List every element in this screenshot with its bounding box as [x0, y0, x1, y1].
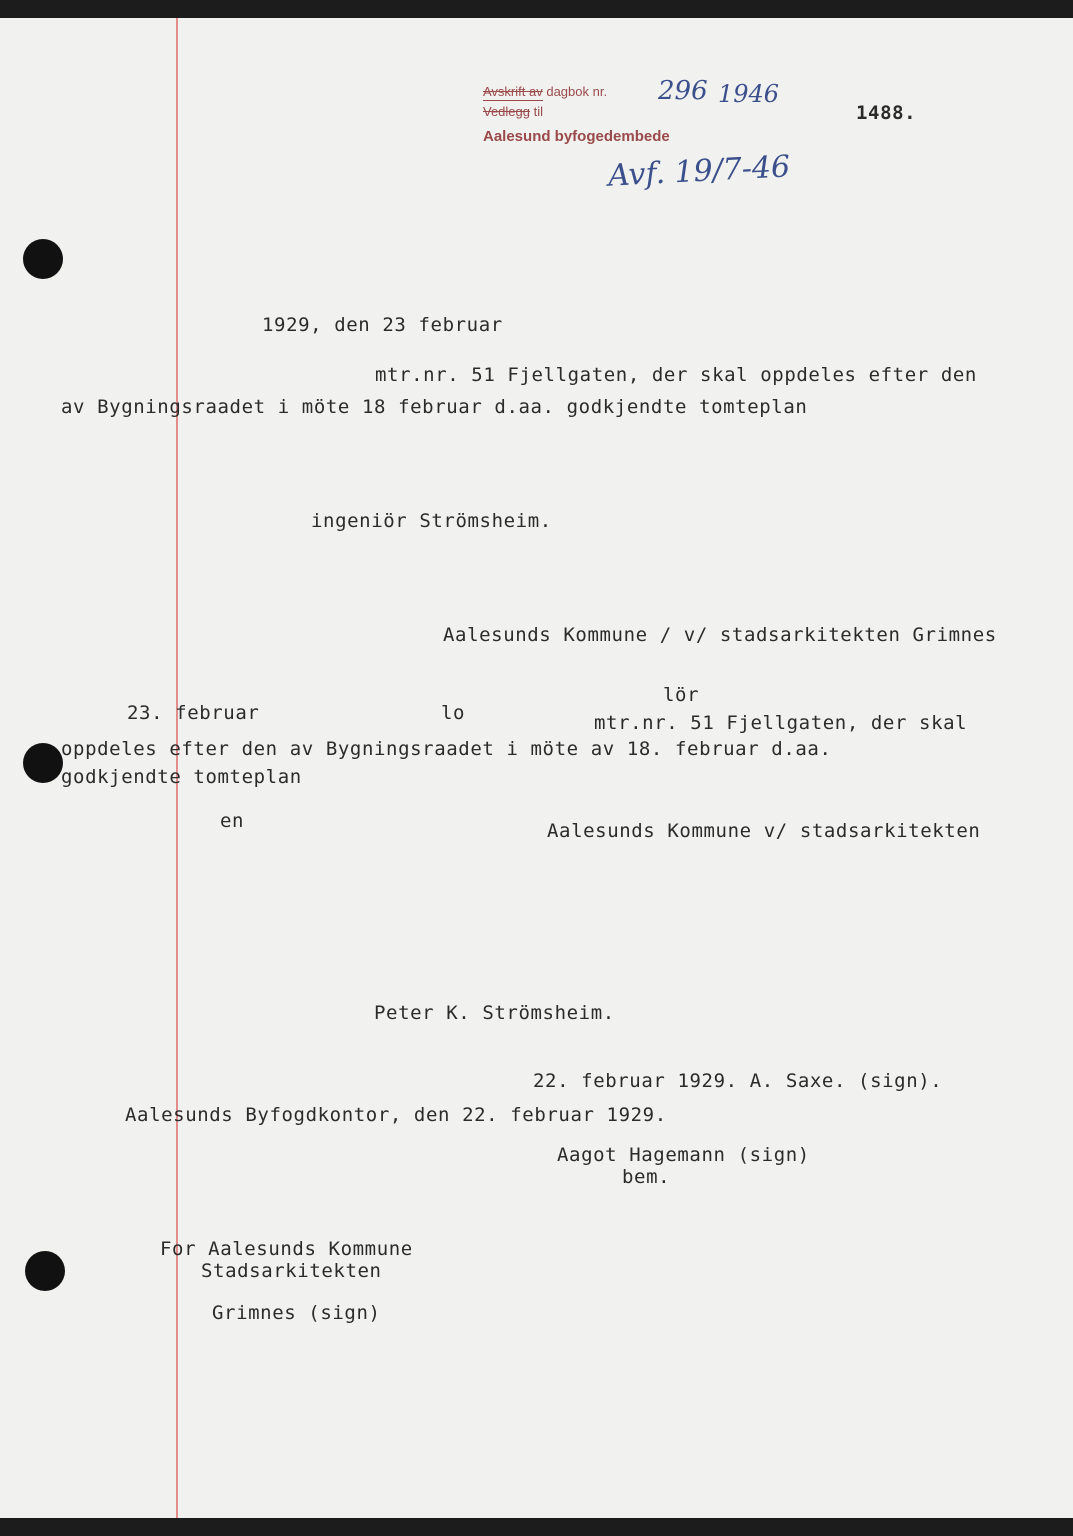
punch-hole [23, 743, 63, 783]
text-line: Aagot Hagemann (sign) [557, 1144, 810, 1166]
handwritten-dagbok-number: 296 [658, 76, 708, 106]
text-line: Aalesunds Kommune v/ stadsarkitekten [547, 820, 981, 842]
handwritten-date-note: Avf. 19/7-46 [607, 149, 791, 194]
stamp-til: til [533, 104, 544, 119]
text-line: mtr.nr. 51 Fjellgaten, der skal [594, 712, 968, 734]
text-line: 23. februar [127, 702, 260, 724]
stamp-office: Aalesund byfogedembede [483, 128, 670, 145]
stamp-line-1 [483, 84, 607, 99]
text-line: ingeniör Strömsheim. [311, 510, 552, 532]
text-line: lo [441, 702, 466, 724]
text-line: mtr.nr. 51 Fjellgaten, der skal oppdeles efter den [375, 364, 977, 386]
text-line: bem. [622, 1166, 671, 1188]
text-line: av Bygningsraadet i möte 18 februar d.aa. godkjendte tomteplan [61, 396, 808, 418]
text-line: 22. februar 1929. A. Saxe. (sign). [533, 1070, 943, 1092]
punch-hole [23, 239, 63, 279]
document-page [0, 18, 1073, 1518]
text-line: Aalesunds Kommune / v/ stadsarkitekten Grimnes [443, 624, 997, 646]
stamp-line-2 [483, 104, 543, 119]
text-line: oppdeles efter den av Bygningsraadet i möte av 18. februar d.aa. [61, 738, 832, 760]
text-line: Peter K. Strömsheim. [374, 1002, 615, 1024]
text-line: en [220, 810, 245, 832]
stamp-dagbok: dagbok nr. [546, 84, 608, 99]
text-line: godkjendte tomteplan [61, 766, 302, 788]
text-line: lör [663, 684, 700, 706]
date-header: 1929, den 23 februar [262, 314, 503, 336]
stamp-avskrift: Avskrift av [483, 84, 543, 99]
text-line: Stadsarkitekten [201, 1260, 382, 1282]
handwritten-year: 1946 [718, 80, 780, 108]
page-number: 1488. [856, 102, 917, 124]
stamp-vedlegg: Vedlegg [483, 104, 530, 119]
text-line: For Aalesunds Kommune [160, 1238, 413, 1260]
punch-hole [25, 1251, 65, 1291]
text-line: Grimnes (sign) [212, 1302, 381, 1324]
text-line: Aalesunds Byfogdkontor, den 22. februar 1929. [125, 1104, 667, 1126]
